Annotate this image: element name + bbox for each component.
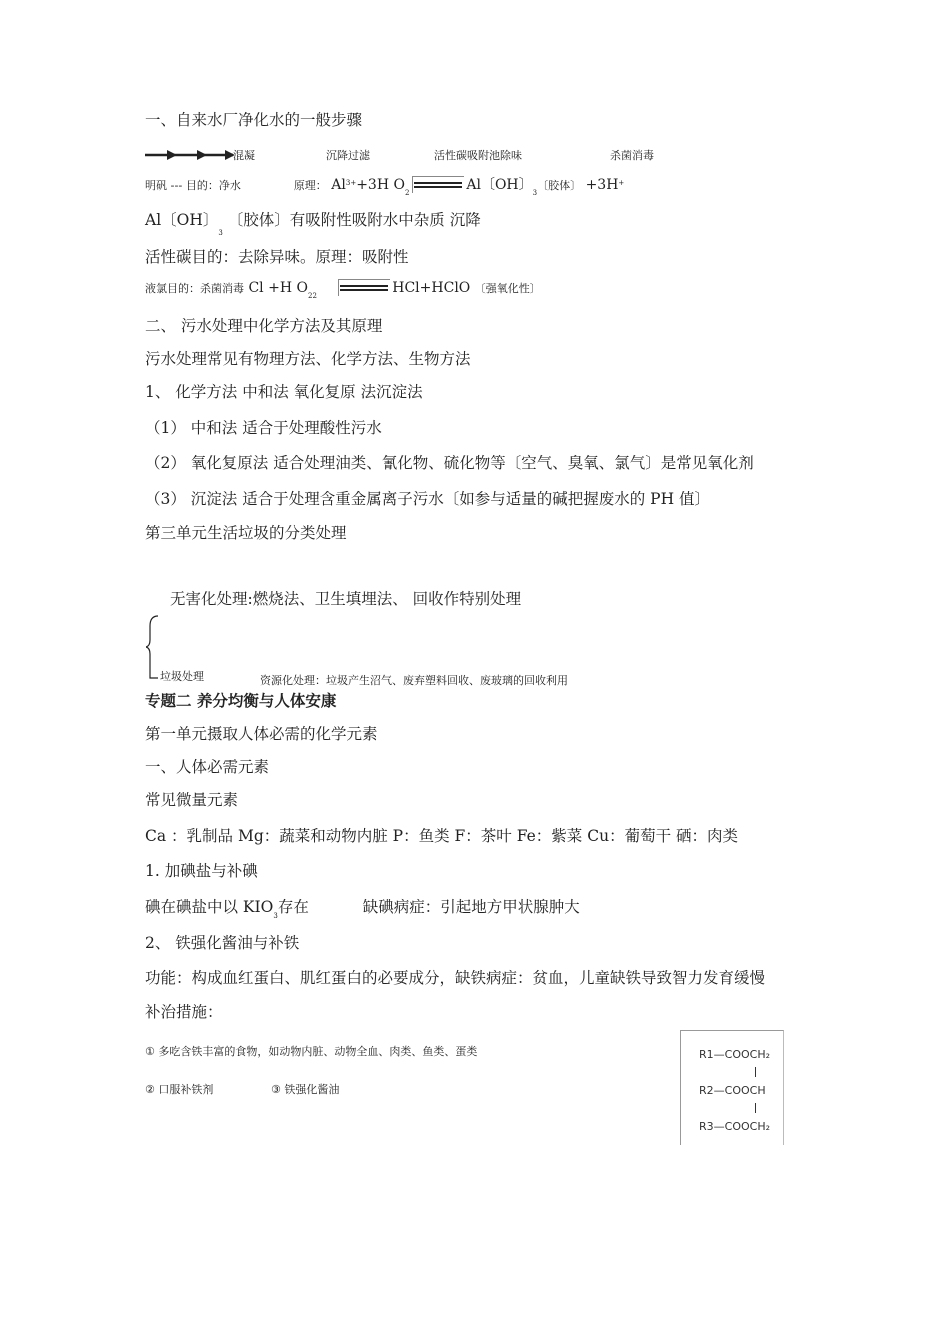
chlorine-arrow xyxy=(340,281,388,295)
unit3-title: 第三单元生活垃圾的分类处理 xyxy=(145,524,347,542)
flow-arrowhead-2 xyxy=(197,150,207,160)
chlorine-cl: Cl xyxy=(248,280,264,296)
chlorine-note: 〔强氧化性〕 xyxy=(474,282,541,295)
topic2-title: 专题二 养分均衡与人体安康 xyxy=(145,691,337,710)
formula-bond-2 xyxy=(755,1103,756,1113)
formula-r1: R1—COOCH₂ xyxy=(699,1048,771,1061)
aloh-line xyxy=(145,208,481,237)
measure-2: ② 口服补铁剂 xyxy=(145,1083,214,1096)
iodine-sub: 3 xyxy=(273,912,278,920)
flow-step-coagulation: 混凝 xyxy=(233,149,255,162)
alum-al-charge: 3+ xyxy=(345,179,357,187)
formula-r2: R2—COOCH xyxy=(699,1084,766,1097)
elements-list: Ca ：乳制品 Mg：蔬菜和动物内脏 P：鱼类 F：茶叶 Fe：紫菜 Cu：葡萄干 硒：肉类 xyxy=(145,827,738,845)
harmless-treatment: 无害化处理:燃烧法、卫生填埋法、 回收作特别处理 xyxy=(170,590,522,608)
measure-3: ③ 铁强化酱油 xyxy=(271,1083,340,1096)
iodine-title: 1. 加碘盐与补碘 xyxy=(145,862,258,880)
method-redox: （2） 氧化复原法 适合处理油类、氰化物、硫化物等〔空气、臭氧、氯气〕是常见氧化剂 xyxy=(145,454,754,472)
unit1-title: 第一单元摄取人体必需的化学元素 xyxy=(145,725,378,743)
trace-elements: 常见微量元素 xyxy=(145,791,239,809)
alum-principle: 原理： xyxy=(293,179,327,192)
chlorine-label: 液氯目的：杀菌消毒 xyxy=(145,282,244,295)
carbon-line: 活性碳目的：去除异味。原理：吸附性 xyxy=(145,248,409,266)
iron-function: 功能：构成血红蛋白、肌红蛋白的必要成分，缺铁病症：贫血，儿童缺铁导致智力发育缓慢 xyxy=(145,969,766,987)
aloh-sub: 3 xyxy=(218,229,223,237)
chlorine-product: HCl+HClO xyxy=(392,280,471,296)
section2-intro: 污水处理常见有物理方法、化学方法、生物方法 xyxy=(145,350,471,368)
section2-title: 二、 污水处理中化学方法及其原理 xyxy=(145,317,383,335)
alum-al: Al xyxy=(331,177,346,193)
garbage-treatment: 垃圾处理 xyxy=(160,670,204,683)
alum-plus-h2: +3H xyxy=(585,177,619,193)
resource-treatment: 资源化处理：垃圾产生沼气、废弃塑料回收、废玻璃的回收利用 xyxy=(260,674,568,687)
alum-o-sub: 2 xyxy=(404,189,410,197)
aloh-formula: Al〔OH〕 xyxy=(145,211,219,229)
flow-step-filtration: 沉降过滤 xyxy=(326,149,370,162)
chlorine-line xyxy=(145,280,541,300)
alum-line xyxy=(145,174,625,197)
aloh-desc: 〔胶体〕有吸附性吸附水中杂质 沉降 xyxy=(227,211,481,229)
alum-product: Al〔OH〕 xyxy=(466,177,533,193)
chlorine-plus-h: +H O xyxy=(268,280,308,296)
essential-elements: 一、人体必需元素 xyxy=(145,758,270,776)
section1-title: 一、自来水厂净化水的一般步骤 xyxy=(145,111,363,129)
method-precipitation: （3） 沉淀法 适合于处理含重金属离子污水〔如参与适量的碱把握废水的 PH 值〕 xyxy=(145,490,711,508)
flow-arrows xyxy=(145,148,235,162)
alum-product-sub: 3 xyxy=(532,189,538,197)
flow-arrowhead-1 xyxy=(167,150,177,160)
alum-label: 明矾 --- 目的：净水 xyxy=(145,179,241,192)
formula-r3: R3—COOCH₂ xyxy=(699,1120,771,1133)
iron-title: 2、 铁强化酱油与补铁 xyxy=(145,934,300,952)
measure-1: ① 多吃含铁丰富的食物，如动物内脏、动物全血、肉类、鱼类、蛋类 xyxy=(145,1045,478,1058)
chlorine-sub: 22 xyxy=(307,292,317,300)
flow-step-carbon: 活性碳吸附池除味 xyxy=(434,149,522,162)
iodine-a: 碘在碘盐中以 KIO xyxy=(145,898,274,916)
alum-plus-h: +3H xyxy=(356,177,390,193)
iodine-c: 缺碘病症：引起地方甲状腺肿大 xyxy=(362,898,580,916)
alum-colloid: 〔胶体〕 xyxy=(537,179,582,192)
alum-o: O xyxy=(393,177,405,193)
flow-step-disinfection: 杀菌消毒 xyxy=(610,149,654,162)
alum-h-charge: + xyxy=(618,179,625,187)
method-neutralization: （1） 中和法 适合于处理酸性污水 xyxy=(145,419,382,437)
formula-bond-1 xyxy=(755,1067,756,1077)
iodine-line xyxy=(145,895,580,920)
triglyceride-formula xyxy=(680,1030,784,1145)
chemical-methods: 1、 化学方法 中和法 氧化复原 法沉淀法 xyxy=(145,383,423,401)
brace-icon xyxy=(146,614,160,680)
measures-title: 补治措施： xyxy=(145,1003,223,1021)
iodine-b: 存在 xyxy=(277,898,309,916)
equilibrium-arrow xyxy=(414,178,462,192)
